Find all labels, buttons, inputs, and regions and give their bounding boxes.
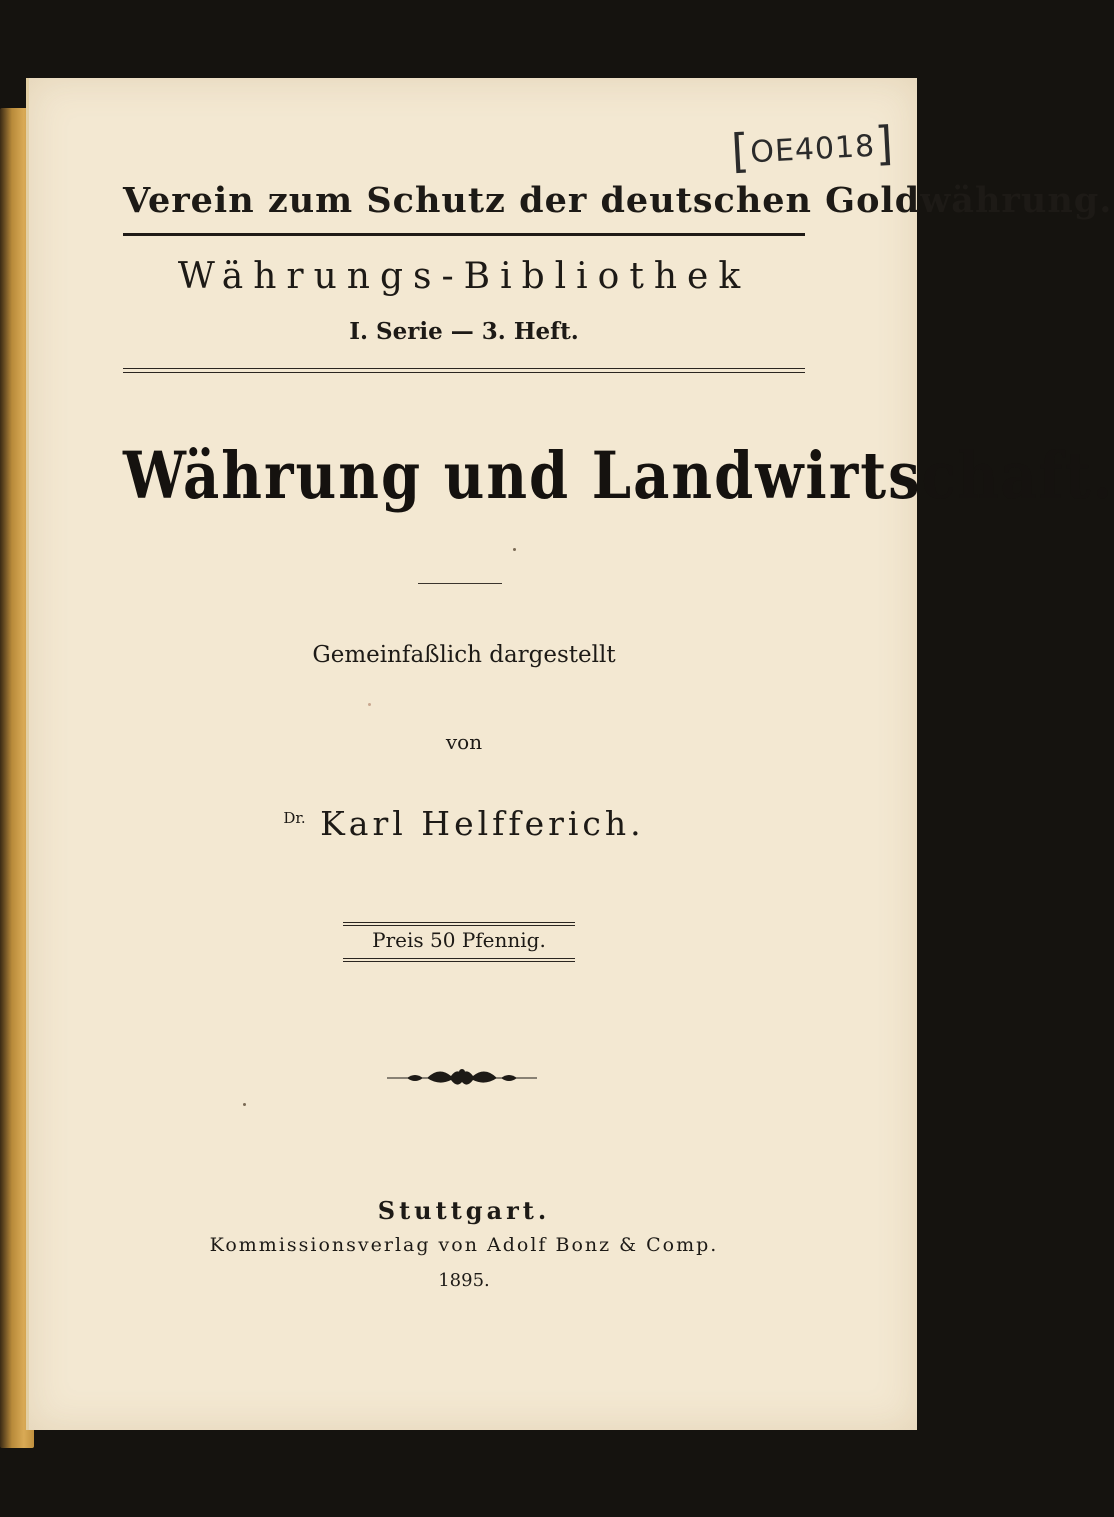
series-number: I. Serie — 3. Heft. (349, 318, 579, 345)
paper-speck (243, 1103, 246, 1106)
paper-speck (368, 703, 371, 706)
author-title: Dr. (283, 809, 306, 827)
double-rule-bottom (123, 372, 805, 373)
short-rule (418, 583, 502, 584)
floral-vignette-icon (387, 1064, 537, 1090)
title-page (26, 78, 1114, 1430)
author (123, 804, 805, 843)
subtitle: Gemeinfaßlich dargestellt (312, 642, 616, 668)
imprint-publisher: Kommissionsverlag von Adolf Bonz & Comp. (209, 1234, 719, 1256)
author-name: Karl Helfferich. (320, 804, 645, 843)
price-rule-bottom (343, 958, 575, 962)
paper-speck (513, 548, 516, 551)
thick-rule (123, 233, 805, 236)
by-line: von (445, 730, 483, 754)
double-rule-top (123, 368, 805, 369)
imprint-city: Stuttgart. (377, 1196, 551, 1225)
book-title: Währung und Landwirtschaft. (123, 438, 1114, 514)
price-rule-top (343, 922, 575, 926)
imprint-year: 1895. (438, 1270, 490, 1291)
library-name: Währungs-Bibliothek (177, 256, 751, 297)
price: Preis 50 Pfennig. (372, 928, 546, 952)
handwritten-shelfmark: [OE4018] (729, 115, 896, 179)
society-name: Verein zum Schutz der deutschen Goldwährung. (123, 180, 1113, 221)
